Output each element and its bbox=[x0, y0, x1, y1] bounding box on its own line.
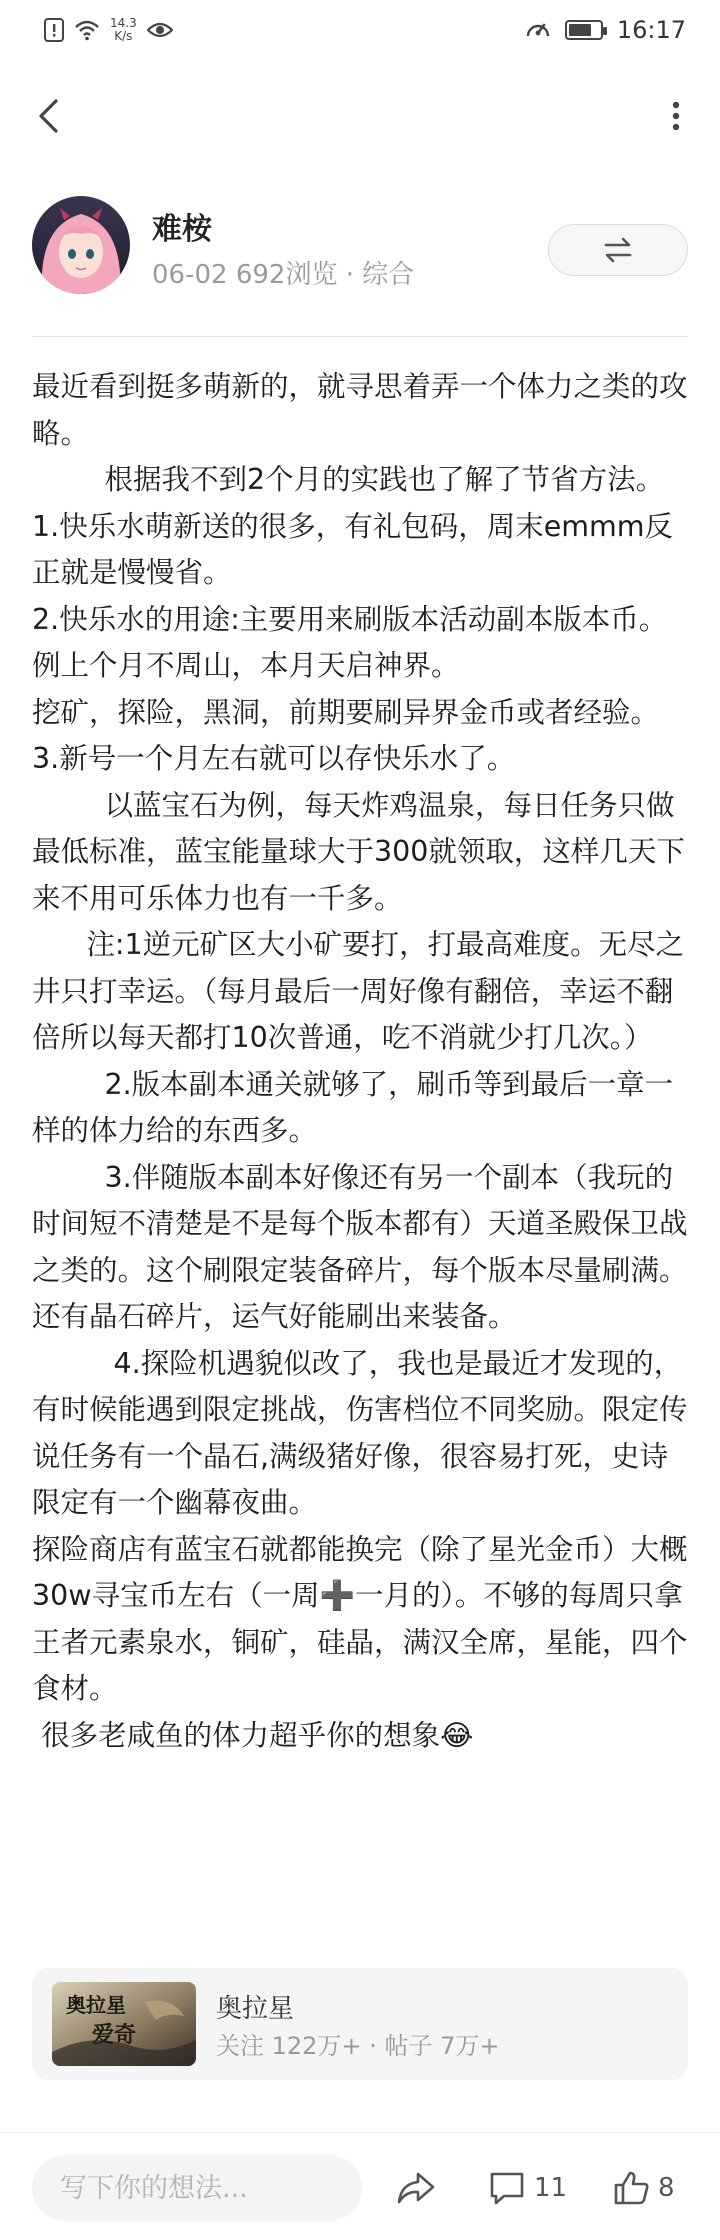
notification-alert-icon bbox=[44, 18, 64, 42]
status-bar bbox=[0, 0, 720, 60]
stats-separator: · bbox=[369, 2032, 377, 2060]
post-paragraph: 2.快乐水的用途:主要用来刷版本活动副本版本币。例上个月不周山，本月天启神界。 bbox=[32, 602, 668, 682]
post-paragraph: 很多老咸鱼的体力超乎你的想象😂 bbox=[32, 1718, 474, 1752]
community-stats bbox=[216, 2026, 499, 2061]
post-paragraph: 2.版本副本通关就够了，刷币等到最后一章一样的体力给的东西多。 bbox=[32, 1067, 674, 1147]
post-date: 06-02 bbox=[152, 260, 228, 290]
network-speed-value: 14.3 bbox=[110, 16, 137, 30]
post-meta bbox=[152, 254, 414, 291]
post-views: 692浏览 bbox=[235, 260, 338, 290]
post-category[interactable]: 综合 bbox=[362, 260, 415, 290]
status-right bbox=[525, 16, 686, 44]
author-header bbox=[0, 196, 720, 300]
switch-arrows-icon bbox=[603, 237, 633, 263]
community-thumbnail bbox=[52, 1982, 196, 2066]
like-button[interactable] bbox=[612, 2155, 675, 2221]
post-paragraph: 3.伴随版本副本好像还有另一个副本（我玩的时间短不清楚是不是每个版本都有）天道圣殿保卫战之类的。这个刷限定装备碎片，每个版本尽量刷满。还有晶石碎片，运气好能刷出来装备。 bbox=[32, 1160, 688, 1333]
post-paragraph: 1.快乐水萌新送的很多，有礼包码，周末emmm反正就是慢慢省。 bbox=[32, 509, 674, 589]
avatar[interactable] bbox=[32, 196, 130, 294]
status-time: 16:17 bbox=[616, 16, 686, 44]
wifi-icon bbox=[74, 19, 100, 41]
back-arrow-icon bbox=[37, 98, 59, 134]
switch-button[interactable] bbox=[548, 224, 688, 276]
community-card[interactable] bbox=[32, 1968, 688, 2080]
comment-icon bbox=[488, 2170, 526, 2206]
battery-icon bbox=[565, 20, 603, 40]
svg-text:爱奇: 爱奇 bbox=[92, 2022, 137, 2048]
network-speed bbox=[110, 17, 137, 43]
community-name: 奥拉星 bbox=[216, 1994, 295, 2024]
share-icon bbox=[396, 2170, 436, 2206]
status-left bbox=[44, 17, 173, 43]
share-button[interactable] bbox=[396, 2155, 436, 2221]
bottom-action-bar bbox=[0, 2132, 720, 2240]
post-paragraph: 以蓝宝石为例，每天炸鸡温泉，每日任务只做最低标准，蓝宝能量球大于300就领取，这样几天下来不用可乐体力也有一千多。 bbox=[32, 788, 685, 915]
back-button[interactable] bbox=[22, 90, 74, 142]
header-divider bbox=[32, 336, 688, 337]
post-paragraph: 注:1逆元矿区大小矿要打，打最高难度。无尽之井只打幸运。（每月最后一周好像有翻倍，幸运不翻倍所以每天都打10次普通，吃不消就少打几次。） bbox=[32, 928, 685, 1054]
svg-text:奥拉星: 奥拉星 bbox=[66, 1993, 126, 2017]
comment-input[interactable] bbox=[32, 2155, 362, 2221]
battery-level-fill bbox=[569, 24, 592, 36]
more-vertical-icon bbox=[671, 101, 681, 131]
post-paragraph: 挖矿，探险，黑洞，前期要刷异界金币或者经验。 bbox=[32, 695, 660, 729]
meta-separator: · bbox=[345, 260, 354, 290]
post-paragraph: 根据我不到2个月的实践也了解了节省方法。 bbox=[32, 463, 665, 496]
like-count: 8 bbox=[658, 2173, 675, 2203]
network-speed-unit: K/s bbox=[114, 29, 133, 43]
post-content bbox=[32, 364, 692, 1759]
top-navigation bbox=[0, 84, 720, 148]
community-posts: 帖子 7万+ bbox=[384, 2032, 500, 2060]
comment-count: 11 bbox=[534, 2173, 568, 2203]
post-paragraph: 最近看到挺多萌新的，就寻思着弄一个体力之类的攻略。 bbox=[32, 370, 688, 450]
author-name[interactable]: 难桉 bbox=[152, 212, 212, 247]
post-paragraph: 探险商店有蓝宝石就都能换完（除了星光金币）大概30w寻宝币左右（一周➕一月的）。不够的每周只拿王者元素泉水，铜矿，硅晶，满汉全席，星能，四个食材。 bbox=[32, 1532, 688, 1705]
community-followers: 关注 122万+ bbox=[216, 2032, 362, 2060]
post-paragraph: 4.探险机遇貌似改了，我也是最近才发现的，有时候能遇到限定挑战，伤害档位不同奖励。限定传说任务有一个晶石,满级猪好像，很容易打死，史诗限定有一个幽幕夜曲。 bbox=[32, 1346, 688, 1519]
post-paragraph: 3.新号一个月左右就可以存快乐水了。 bbox=[32, 742, 516, 775]
comment-button[interactable] bbox=[488, 2155, 567, 2221]
more-options-button[interactable] bbox=[650, 90, 702, 142]
eye-icon bbox=[147, 21, 173, 39]
thumbs-up-icon bbox=[612, 2169, 650, 2207]
speedometer-icon bbox=[525, 18, 551, 42]
